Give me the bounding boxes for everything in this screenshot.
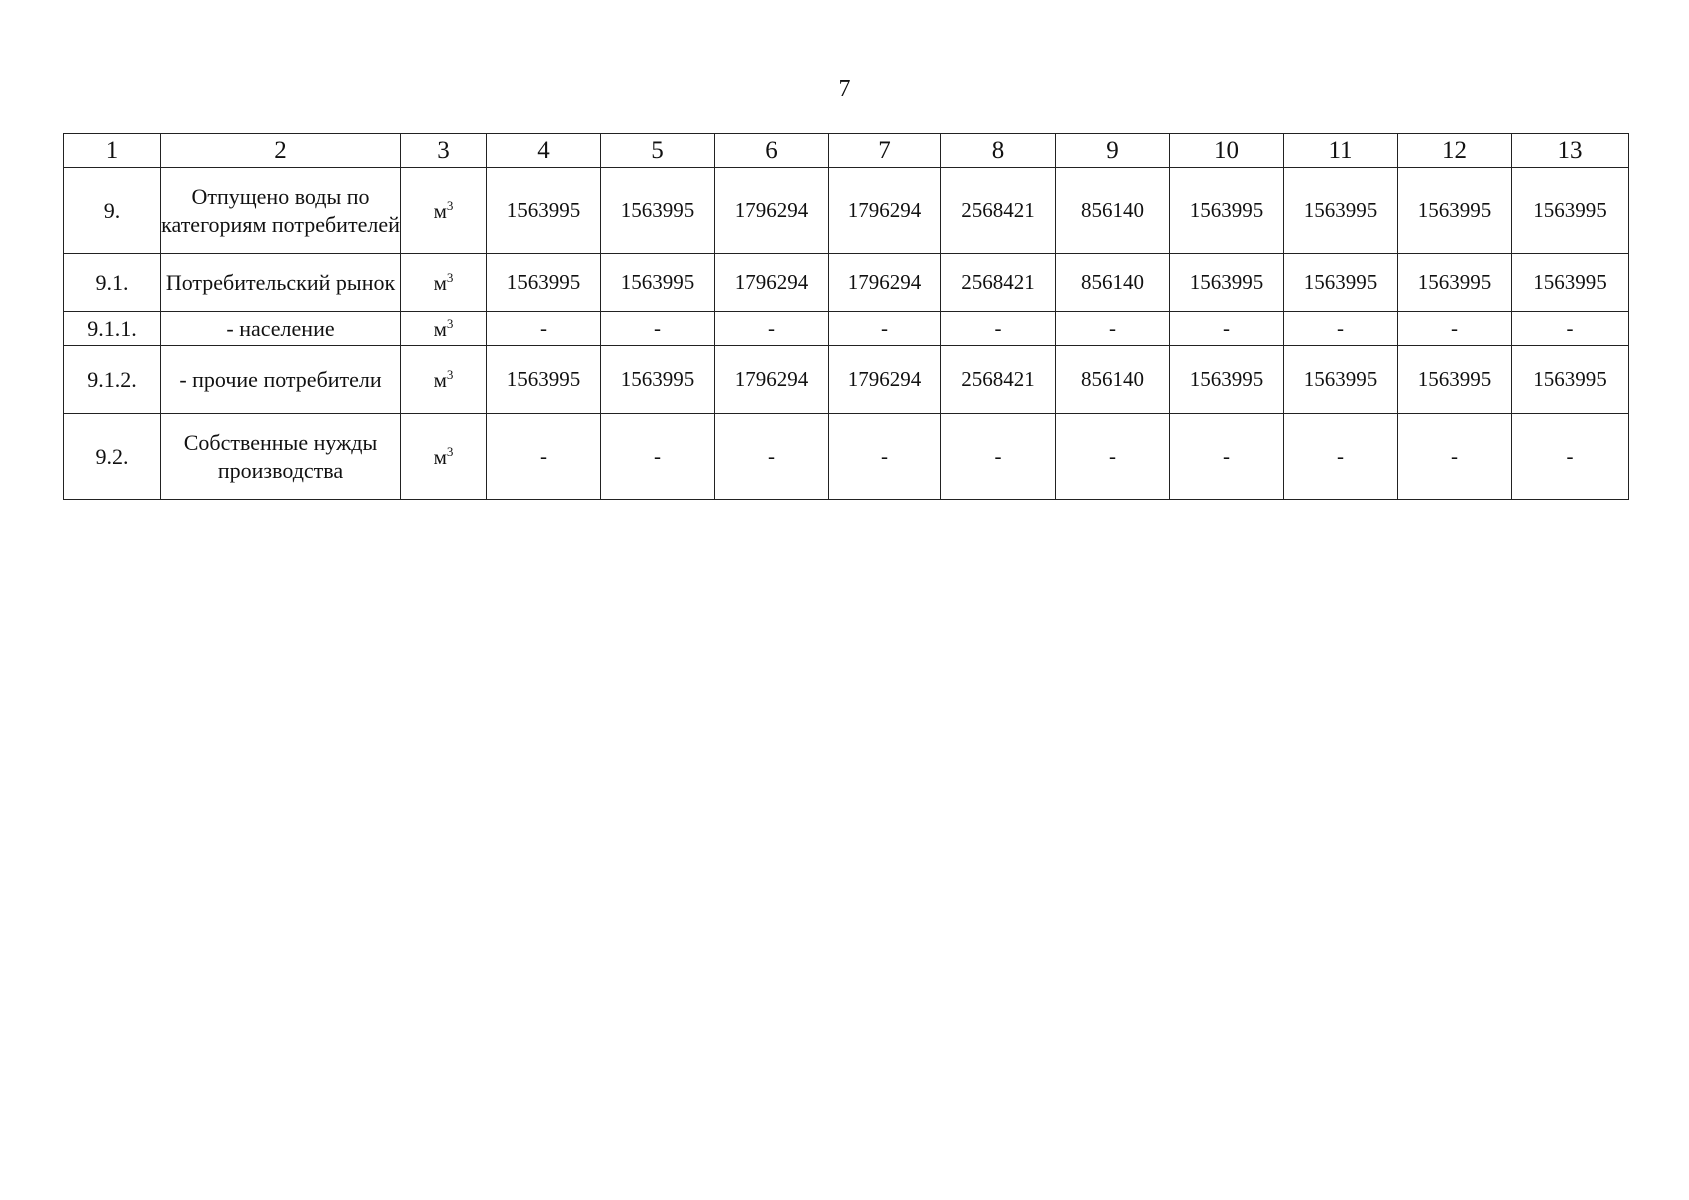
- table-cell: -: [1512, 414, 1629, 500]
- table-cell: -: [829, 312, 941, 346]
- table-cell: -: [1398, 414, 1512, 500]
- table-cell: 1563995: [1398, 346, 1512, 414]
- table-cell: 1563995: [1512, 168, 1629, 254]
- table-cell: 856140: [1056, 168, 1170, 254]
- row-unit: $м^3$: [401, 254, 487, 312]
- row-unit: $м^3$: [401, 312, 487, 346]
- row-name: Потребительский рынок: [161, 254, 401, 312]
- table-cell: 1796294: [715, 254, 829, 312]
- table-cell: -: [829, 414, 941, 500]
- row-code: 9.1.: [64, 254, 161, 312]
- table-cell: -: [601, 312, 715, 346]
- table-cell: 1563995: [1398, 168, 1512, 254]
- row-unit: $м^3$: [401, 346, 487, 414]
- row-name: Отпущено воды по категориям потребителей: [161, 168, 401, 254]
- row-code: 9.2.: [64, 414, 161, 500]
- water-supply-table: [63, 133, 1629, 500]
- table-cell: 1563995: [1170, 254, 1284, 312]
- table-cell: 2568421: [941, 254, 1056, 312]
- column-header: 9: [1056, 134, 1170, 168]
- column-header: 12: [1398, 134, 1512, 168]
- table-cell: 1796294: [829, 168, 941, 254]
- row-code: 9.1.1.: [64, 312, 161, 346]
- table-cell: -: [1056, 414, 1170, 500]
- row-unit: $м^3$: [401, 168, 487, 254]
- header-row: [64, 134, 1629, 168]
- row-code: 9.: [64, 168, 161, 254]
- column-header: 8: [941, 134, 1056, 168]
- table-row: [64, 414, 1629, 500]
- table-cell: 1796294: [715, 168, 829, 254]
- column-header: 13: [1512, 134, 1629, 168]
- table-cell: -: [1170, 414, 1284, 500]
- table-cell: 1796294: [829, 346, 941, 414]
- column-header: 6: [715, 134, 829, 168]
- page-number: 7: [838, 76, 851, 102]
- table-cell: 1563995: [1512, 346, 1629, 414]
- column-header: 7: [829, 134, 941, 168]
- table-cell: 1563995: [487, 168, 601, 254]
- table-cell: 856140: [1056, 254, 1170, 312]
- table-cell: -: [715, 414, 829, 500]
- table-cell: -: [487, 312, 601, 346]
- table-cell: -: [487, 414, 601, 500]
- table-cell: -: [1512, 312, 1629, 346]
- table-cell: -: [601, 414, 715, 500]
- table-cell: -: [941, 312, 1056, 346]
- row-unit: $м^3$: [401, 414, 487, 500]
- column-header: 5: [601, 134, 715, 168]
- column-header: 11: [1284, 134, 1398, 168]
- column-header: 3: [401, 134, 487, 168]
- table-cell: 1563995: [487, 346, 601, 414]
- table-cell: 1563995: [1284, 346, 1398, 414]
- table-cell: -: [1284, 312, 1398, 346]
- table-cell: -: [1284, 414, 1398, 500]
- table-cell: 2568421: [941, 346, 1056, 414]
- table-cell: 1563995: [1170, 168, 1284, 254]
- table-cell: 1563995: [601, 168, 715, 254]
- table-cell: 1563995: [1512, 254, 1629, 312]
- column-header: 10: [1170, 134, 1284, 168]
- table-cell: 856140: [1056, 346, 1170, 414]
- table-row: [64, 312, 1629, 346]
- row-code: 9.1.2.: [64, 346, 161, 414]
- table-row: [64, 346, 1629, 414]
- table-cell: 1563995: [1284, 254, 1398, 312]
- table-row: [64, 168, 1629, 254]
- table-cell: 2568421: [941, 168, 1056, 254]
- table-cell: 1563995: [1284, 168, 1398, 254]
- table-cell: 1796294: [715, 346, 829, 414]
- table-cell: 1563995: [601, 254, 715, 312]
- table-cell: -: [1170, 312, 1284, 346]
- table-cell: -: [1398, 312, 1512, 346]
- row-name: Собственные нужды производства: [161, 414, 401, 500]
- table-cell: -: [715, 312, 829, 346]
- table-cell: 1563995: [601, 346, 715, 414]
- column-header: 1: [64, 134, 161, 168]
- table-cell: 1563995: [1170, 346, 1284, 414]
- table-cell: -: [941, 414, 1056, 500]
- table-cell: 1563995: [487, 254, 601, 312]
- table-cell: -: [1056, 312, 1170, 346]
- table-row: [64, 254, 1629, 312]
- column-header: 4: [487, 134, 601, 168]
- row-name: - население: [161, 312, 401, 346]
- row-name: - прочие потребители: [161, 346, 401, 414]
- column-header: 2: [161, 134, 401, 168]
- table-cell: 1796294: [829, 254, 941, 312]
- table-cell: 1563995: [1398, 254, 1512, 312]
